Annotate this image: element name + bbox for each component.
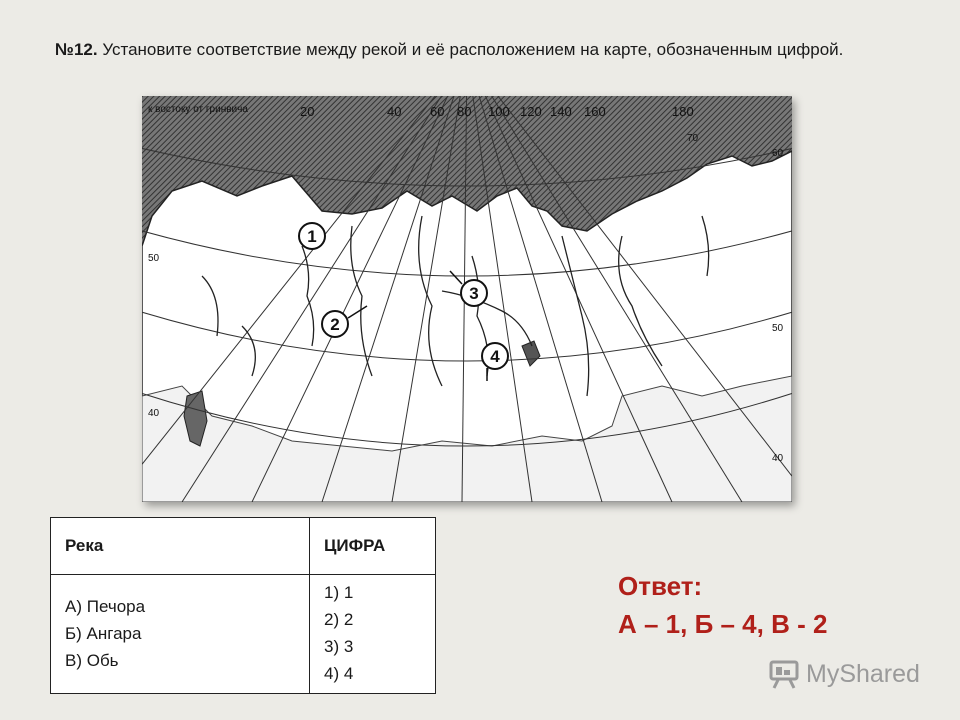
longitude-label: 180 (672, 104, 694, 119)
marker-label: 3 (469, 284, 479, 303)
number-item: 4) 4 (324, 664, 354, 683)
russia-map (142, 96, 792, 502)
number-item: 3) 3 (324, 637, 354, 656)
longitude-label: 80 (457, 104, 472, 119)
longitude-label: 40 (387, 104, 402, 119)
matching-table (50, 517, 436, 694)
marker-label: 4 (490, 347, 500, 366)
question-number: №12. (55, 40, 98, 59)
header-river: Река (51, 518, 310, 575)
latitude-label: 40 (772, 453, 784, 464)
marker-label: 1 (307, 227, 317, 246)
river-item: Б) Ангара (65, 624, 142, 643)
presentation-icon (768, 659, 800, 689)
map-marker-1 (299, 223, 325, 249)
map-header: к востоку от гринвича (148, 104, 248, 115)
latitude-label: 40 (148, 408, 160, 419)
numbers-cell (310, 575, 436, 694)
question-body: Установите соответствие между рекой и её расположением на карте, обозначенным цифрой. (102, 40, 844, 59)
answer-title: Ответ: (618, 571, 703, 601)
number-item: 1) 1 (324, 583, 354, 602)
latitude-label: 70 (687, 133, 699, 144)
rivers-cell (51, 575, 310, 694)
longitude-label: 20 (300, 104, 315, 119)
longitude-label: 160 (584, 104, 606, 119)
header-number: ЦИФРА (310, 518, 436, 575)
marker-label: 2 (330, 315, 340, 334)
latitude-label: 50 (772, 323, 784, 334)
brand-name: MyShared (806, 659, 920, 688)
longitude-label: 140 (550, 104, 572, 119)
longitude-label: 60 (430, 104, 445, 119)
river-item: А) Печора (65, 597, 146, 616)
latitude-label: 60 (772, 148, 784, 159)
latitude-label: 50 (148, 253, 160, 264)
longitude-label: 100 (488, 104, 510, 119)
number-item: 2) 2 (324, 610, 354, 629)
table-header-row (51, 518, 436, 575)
table-row (51, 575, 436, 694)
river-item: В) Обь (65, 651, 119, 670)
answer-text: А – 1, Б – 4, В - 2 (618, 609, 828, 639)
question-text (55, 36, 920, 63)
brand-logo[interactable] (768, 657, 920, 691)
longitude-label: 120 (520, 104, 542, 119)
